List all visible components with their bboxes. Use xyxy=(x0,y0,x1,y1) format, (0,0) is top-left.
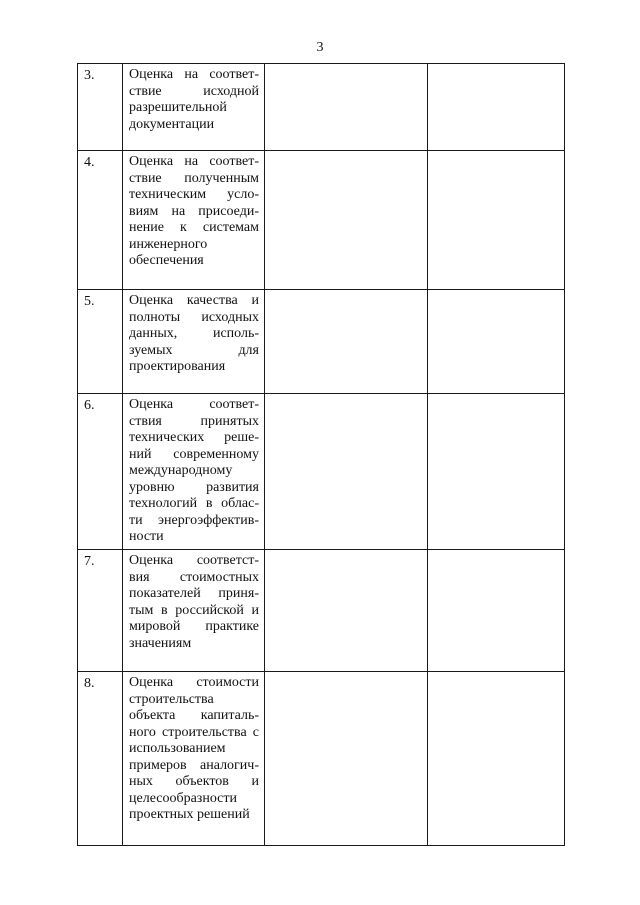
criterion-text: Оценка соответст-вия стоимостных показателей приня-тым в российской и мировой практике значениям xyxy=(129,553,259,651)
row-number: 8. xyxy=(84,676,95,691)
assessment-cell xyxy=(265,290,428,394)
evaluation-table xyxy=(77,63,565,846)
row-number: 6. xyxy=(84,398,95,413)
criterion-text: Оценка соответ-ствия принятых технических реше-ний современному международному уровню развития технологий в облас-ти энергоэффектив-ности xyxy=(129,397,259,544)
notes-cell xyxy=(428,64,565,151)
criterion-text: Оценка на соответ-ствие исходной разрешительной документации xyxy=(129,67,259,132)
assessment-cell xyxy=(265,394,428,550)
row-number: 5. xyxy=(84,294,95,309)
notes-cell xyxy=(428,151,565,290)
row-number-cell xyxy=(78,151,123,290)
table-row xyxy=(78,550,565,672)
row-number: 3. xyxy=(84,68,95,83)
row-number-cell xyxy=(78,64,123,151)
notes-cell xyxy=(428,672,565,846)
criterion-text: Оценка стоимости строительства объекта капиталь-ного строительства с использованием примеров аналогич-ных объектов и целесообразности проектных решений xyxy=(129,675,259,822)
row-number-cell xyxy=(78,290,123,394)
row-number-cell xyxy=(78,550,123,672)
row-number: 7. xyxy=(84,554,95,569)
criterion-cell xyxy=(123,394,265,550)
assessment-cell xyxy=(265,64,428,151)
criterion-cell xyxy=(123,550,265,672)
assessment-cell xyxy=(265,550,428,672)
criterion-cell xyxy=(123,672,265,846)
table-row xyxy=(78,394,565,550)
notes-cell xyxy=(428,550,565,672)
table-row xyxy=(78,672,565,846)
row-number-cell xyxy=(78,394,123,550)
table-row xyxy=(78,151,565,290)
row-number: 4. xyxy=(84,155,95,170)
page-number: 3 xyxy=(316,40,324,55)
criterion-text: Оценка на соответ-ствие полученным техническим усло-виям на присоеди-нение к системам инженерного обеспечения xyxy=(129,154,259,268)
table-row xyxy=(78,64,565,151)
notes-cell xyxy=(428,394,565,550)
assessment-cell xyxy=(265,672,428,846)
notes-cell xyxy=(428,290,565,394)
criterion-cell xyxy=(123,64,265,151)
assessment-cell xyxy=(265,151,428,290)
row-number-cell xyxy=(78,672,123,846)
table-row xyxy=(78,290,565,394)
criterion-cell xyxy=(123,290,265,394)
criterion-cell xyxy=(123,151,265,290)
criterion-text: Оценка качества и полноты исходных данных, исполь-зуемых для проектирования xyxy=(129,293,259,374)
